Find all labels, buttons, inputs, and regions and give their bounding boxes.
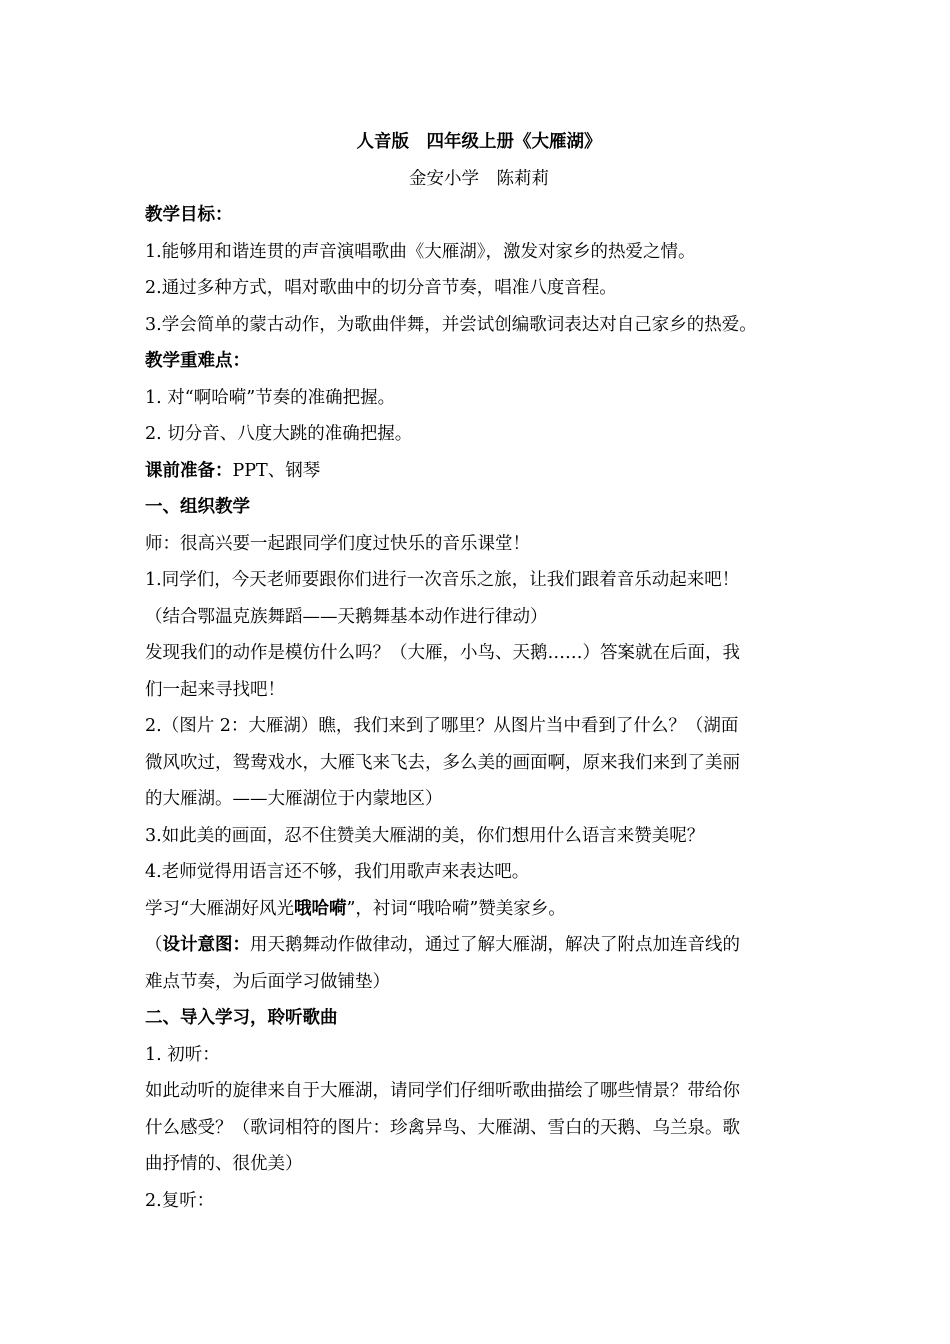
paragraph-line: 的大雁湖。——大雁湖位于内蒙地区） bbox=[145, 789, 443, 809]
key-points-heading: 教学重难点： bbox=[145, 351, 250, 371]
paragraph-line: 1.同学们，今天老师要跟你们进行一次音乐之旅，让我们跟着音乐动起来吧！ bbox=[145, 570, 740, 590]
prep-label: 课前准备： bbox=[145, 460, 233, 481]
document-title: 人音版 四年级上册《大雁湖》 bbox=[356, 132, 602, 152]
paragraph-line: （结合鄂温克族舞蹈——天鹅舞基本动作进行律动） bbox=[145, 606, 548, 627]
section2-heading: 二、导入学习，聆听歌曲 bbox=[145, 1008, 338, 1028]
design-intent-line bbox=[145, 927, 813, 964]
objective-item: 2.通过多种方式，唱对歌曲中的切分音节奏，唱准八度音程。 bbox=[145, 278, 617, 298]
prep-value: PPT、钢琴 bbox=[232, 460, 321, 481]
paragraph-line: 3.如此美的画面，忍不住赞美大雁湖的美，你们想用什么语言来赞美呢？ bbox=[145, 825, 705, 846]
objective-item: 3.学会简单的蒙古动作，为歌曲伴舞，并尝试创编歌词表达对自己家乡的热爱。 bbox=[145, 314, 757, 335]
key-point-item: 1. 对“啊哈嗬”节奏的准确把握。 bbox=[145, 387, 396, 408]
paragraph-line: 发现我们的动作是模仿什么吗？（大雁，小鸟、天鹅……）答案就在后面，我 bbox=[145, 643, 740, 663]
paragraph-line: 2.复听： bbox=[145, 1190, 215, 1211]
prep-line bbox=[145, 453, 813, 490]
paragraph-line: 师：很高兴要一起跟同学们度过快乐的音乐课堂！ bbox=[145, 533, 530, 554]
paragraph-line: 1. 初听： bbox=[145, 1044, 220, 1065]
design-open-paren: （ bbox=[145, 935, 163, 955]
paragraph-line: 什么感受？（歌词相符的图片：珍禽异鸟、大雁湖、雪白的天鹅、乌兰泉。歌 bbox=[145, 1117, 740, 1138]
design-intent-label: 设计意图： bbox=[162, 935, 250, 955]
section1-heading: 一、组织教学 bbox=[145, 497, 250, 517]
learn-text-post: ”，衬词“哦哈嗬”赞美家乡。 bbox=[346, 898, 566, 919]
paragraph-line: 曲抒情的、很优美） bbox=[145, 1154, 303, 1174]
paragraph-line: 如此动听的旋律来自于大雁湖，请同学们仔细听歌曲描绘了哪些情景？带给你 bbox=[145, 1081, 740, 1101]
paragraph-line: 微风吹过，鸳鸯戏水，大雁飞来飞去，多么美的画面啊，原来我们来到了美丽 bbox=[145, 752, 740, 773]
document-author: 金安小学 陈莉莉 bbox=[409, 168, 549, 189]
objective-item: 1.能够用和谐连贯的声音演唱歌曲《大雁湖》，激发对家乡的热爱之情。 bbox=[145, 241, 696, 262]
paragraph-line: 4.老师觉得用语言还不够，我们用歌声来表达吧。 bbox=[145, 862, 530, 882]
objectives-heading: 教学目标： bbox=[145, 205, 233, 225]
design-intent-continued: 难点节奏，为后面学习做铺垫） bbox=[145, 971, 390, 992]
learn-text-bold: 哦哈嗬 bbox=[293, 898, 347, 919]
paragraph-line: 2.（图片 2：大雁湖）瞧，我们来到了哪里？从图片当中看到了什么？（湖面 bbox=[145, 716, 739, 736]
learn-text-pre: 学习“大雁湖好风光 bbox=[145, 898, 294, 919]
document-body bbox=[145, 124, 813, 1219]
paragraph-line: 们一起来寻找吧！ bbox=[145, 679, 285, 700]
key-point-item: 2. 切分音、八度大跳的准确把握。 bbox=[145, 424, 413, 444]
learn-line bbox=[145, 891, 813, 928]
design-intent-text: 用天鹅舞动作做律动，通过了解大雁湖，解决了附点加连音线的 bbox=[250, 935, 740, 955]
